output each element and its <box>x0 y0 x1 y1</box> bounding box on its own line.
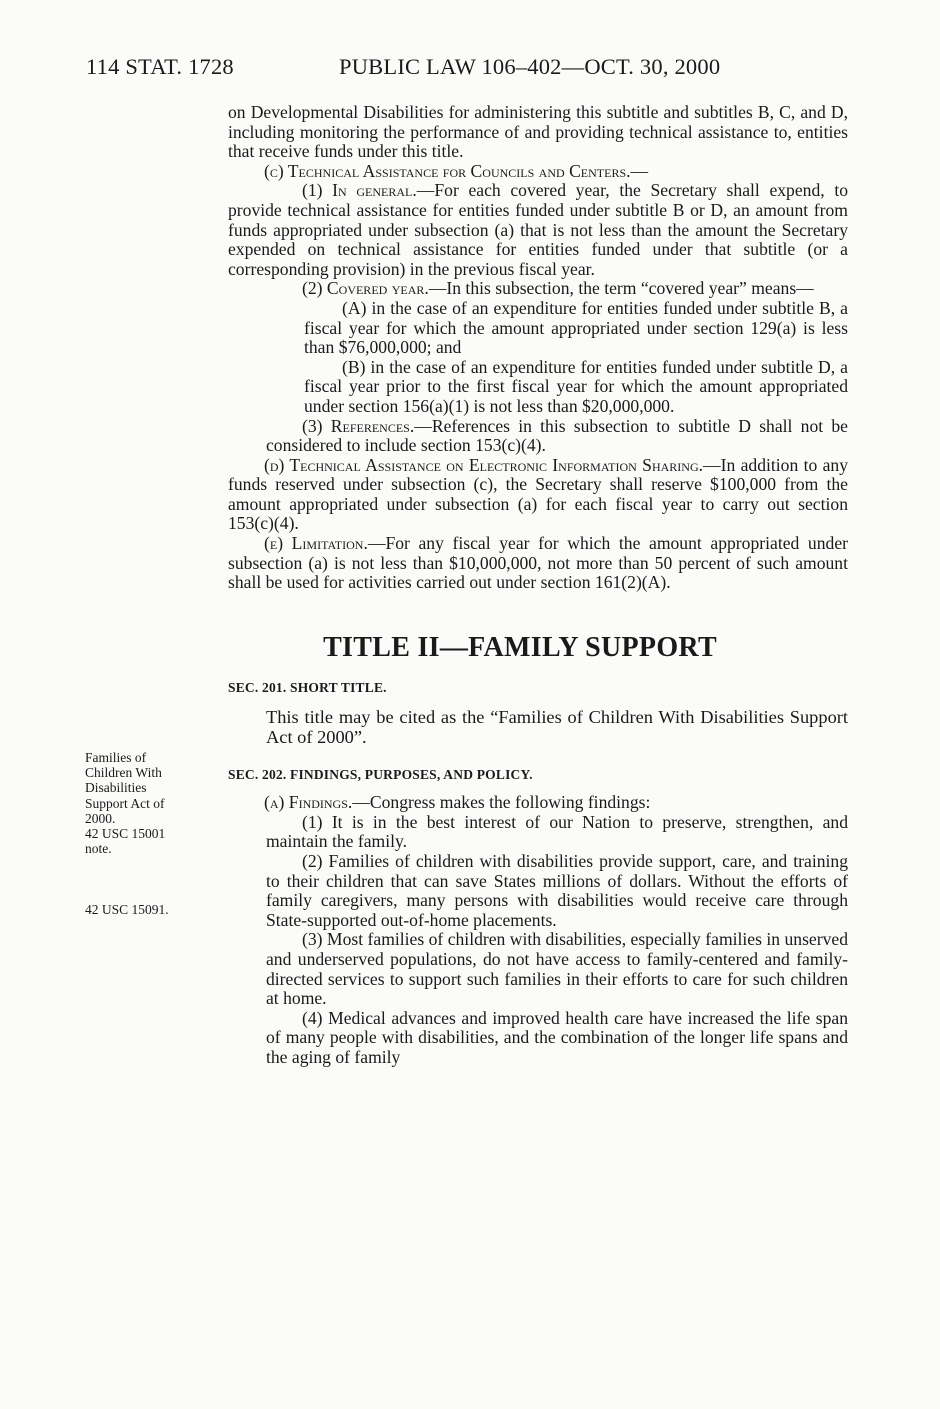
section-201-text: This title may be cited as the “Families of Children With Disabilities Support Act of 2000”. <box>266 707 848 748</box>
paragraph-c2: (2) Covered year.—In this subsection, the term “covered year” means— <box>302 278 814 299</box>
margin-note-short-title: Families of Children With Disabilities Support Act of 2000. 42 USC 15001 note. <box>85 750 166 857</box>
clause-c2b: (B) in the case of an expenditure for entities funded under subtitle D, a fiscal year prior to the first fiscal year for which the amount appropriated under section 156(a)(1) is not less than $20,000,000. <box>304 356 848 416</box>
paragraph-c3: (3) References.—References in this subsection to subtitle D shall not be considered to include section 153(c)(4). <box>266 415 848 456</box>
finding-2: (2) Families of children with disabilities provide support, care, and training to their children that can save States millions of dollars. Without the efforts of family caregivers, many persons with disabilities would receive care through State-supported out-of-home placements. <box>266 851 848 930</box>
finding-3: (3) Most families of children with disabilities, especially families in unserved and underserved populations, do not have access to family-centered and family-directed services to support such families in their efforts to care for such children at home. <box>266 929 848 1009</box>
subsection-e: (e) Limitation.—For any fiscal year for which the amount appropriated under subsection (a) is not less than $10,000,000, not more than 50 percent of such amount shall be used for activities carried out under section 161(2)(A). <box>228 533 848 593</box>
main-text-column <box>228 103 848 1068</box>
margin-note-usc-citation: 42 USC 15091. <box>85 902 169 917</box>
running-header <box>86 54 880 84</box>
paragraph-continuation: on Developmental Disabilities for administering this subtitle and subtitles B, C, and D, including monitoring the performance of and providing technical assistance to, entities that receive funds under this title. <box>228 102 848 162</box>
public-law-citation: PUBLIC LAW 106–402—OCT. 30, 2000 <box>339 54 721 79</box>
section-201-heading: SEC. 201. SHORT TITLE. <box>228 679 387 695</box>
title-heading: TITLE II—FAMILY SUPPORT <box>323 631 717 663</box>
paragraph-c1: (1) In general.—For each covered year, the Secretary shall expend, to provide technical assistance for entities funded under subtitle B or D, an amount from funds appropriated under subsection (a) that is not less than the amount the Secretary expended on technical assistance for entities funded under that subtitle (or a corresponding provision) in the previous fiscal year. <box>228 180 849 279</box>
statute-page-number: 114 STAT. 1728 <box>86 54 234 79</box>
finding-1: (1) It is in the best interest of our Nation to preserve, strengthen, and maintain the family. <box>266 811 848 852</box>
subsection-a-findings: (a) Findings.—Congress makes the following findings: <box>264 792 651 813</box>
finding-4: (4) Medical advances and improved health care have increased the life span of many people with disabilities, and the combination of the longer life spans and the aging of family <box>266 1007 848 1067</box>
subsection-c-heading: (c) Technical Assistance for Councils and Centers.— <box>264 160 649 181</box>
section-202-heading: SEC. 202. FINDINGS, PURPOSES, AND POLICY. <box>228 766 533 782</box>
subsection-d: (d) Technical Assistance on Electronic Information Sharing.—In addition to any funds reserved under subsection (c), the Secretary shall reserve $100,000 from the amount appropriated under subsection (a) for each fiscal year to carry out section 153(c)(4). <box>228 454 848 534</box>
clause-c2a: (A) in the case of an expenditure for entities funded under subtitle B, a fiscal year for which the amount appropriated under section 129(a) is less than $76,000,000; and <box>304 297 848 358</box>
